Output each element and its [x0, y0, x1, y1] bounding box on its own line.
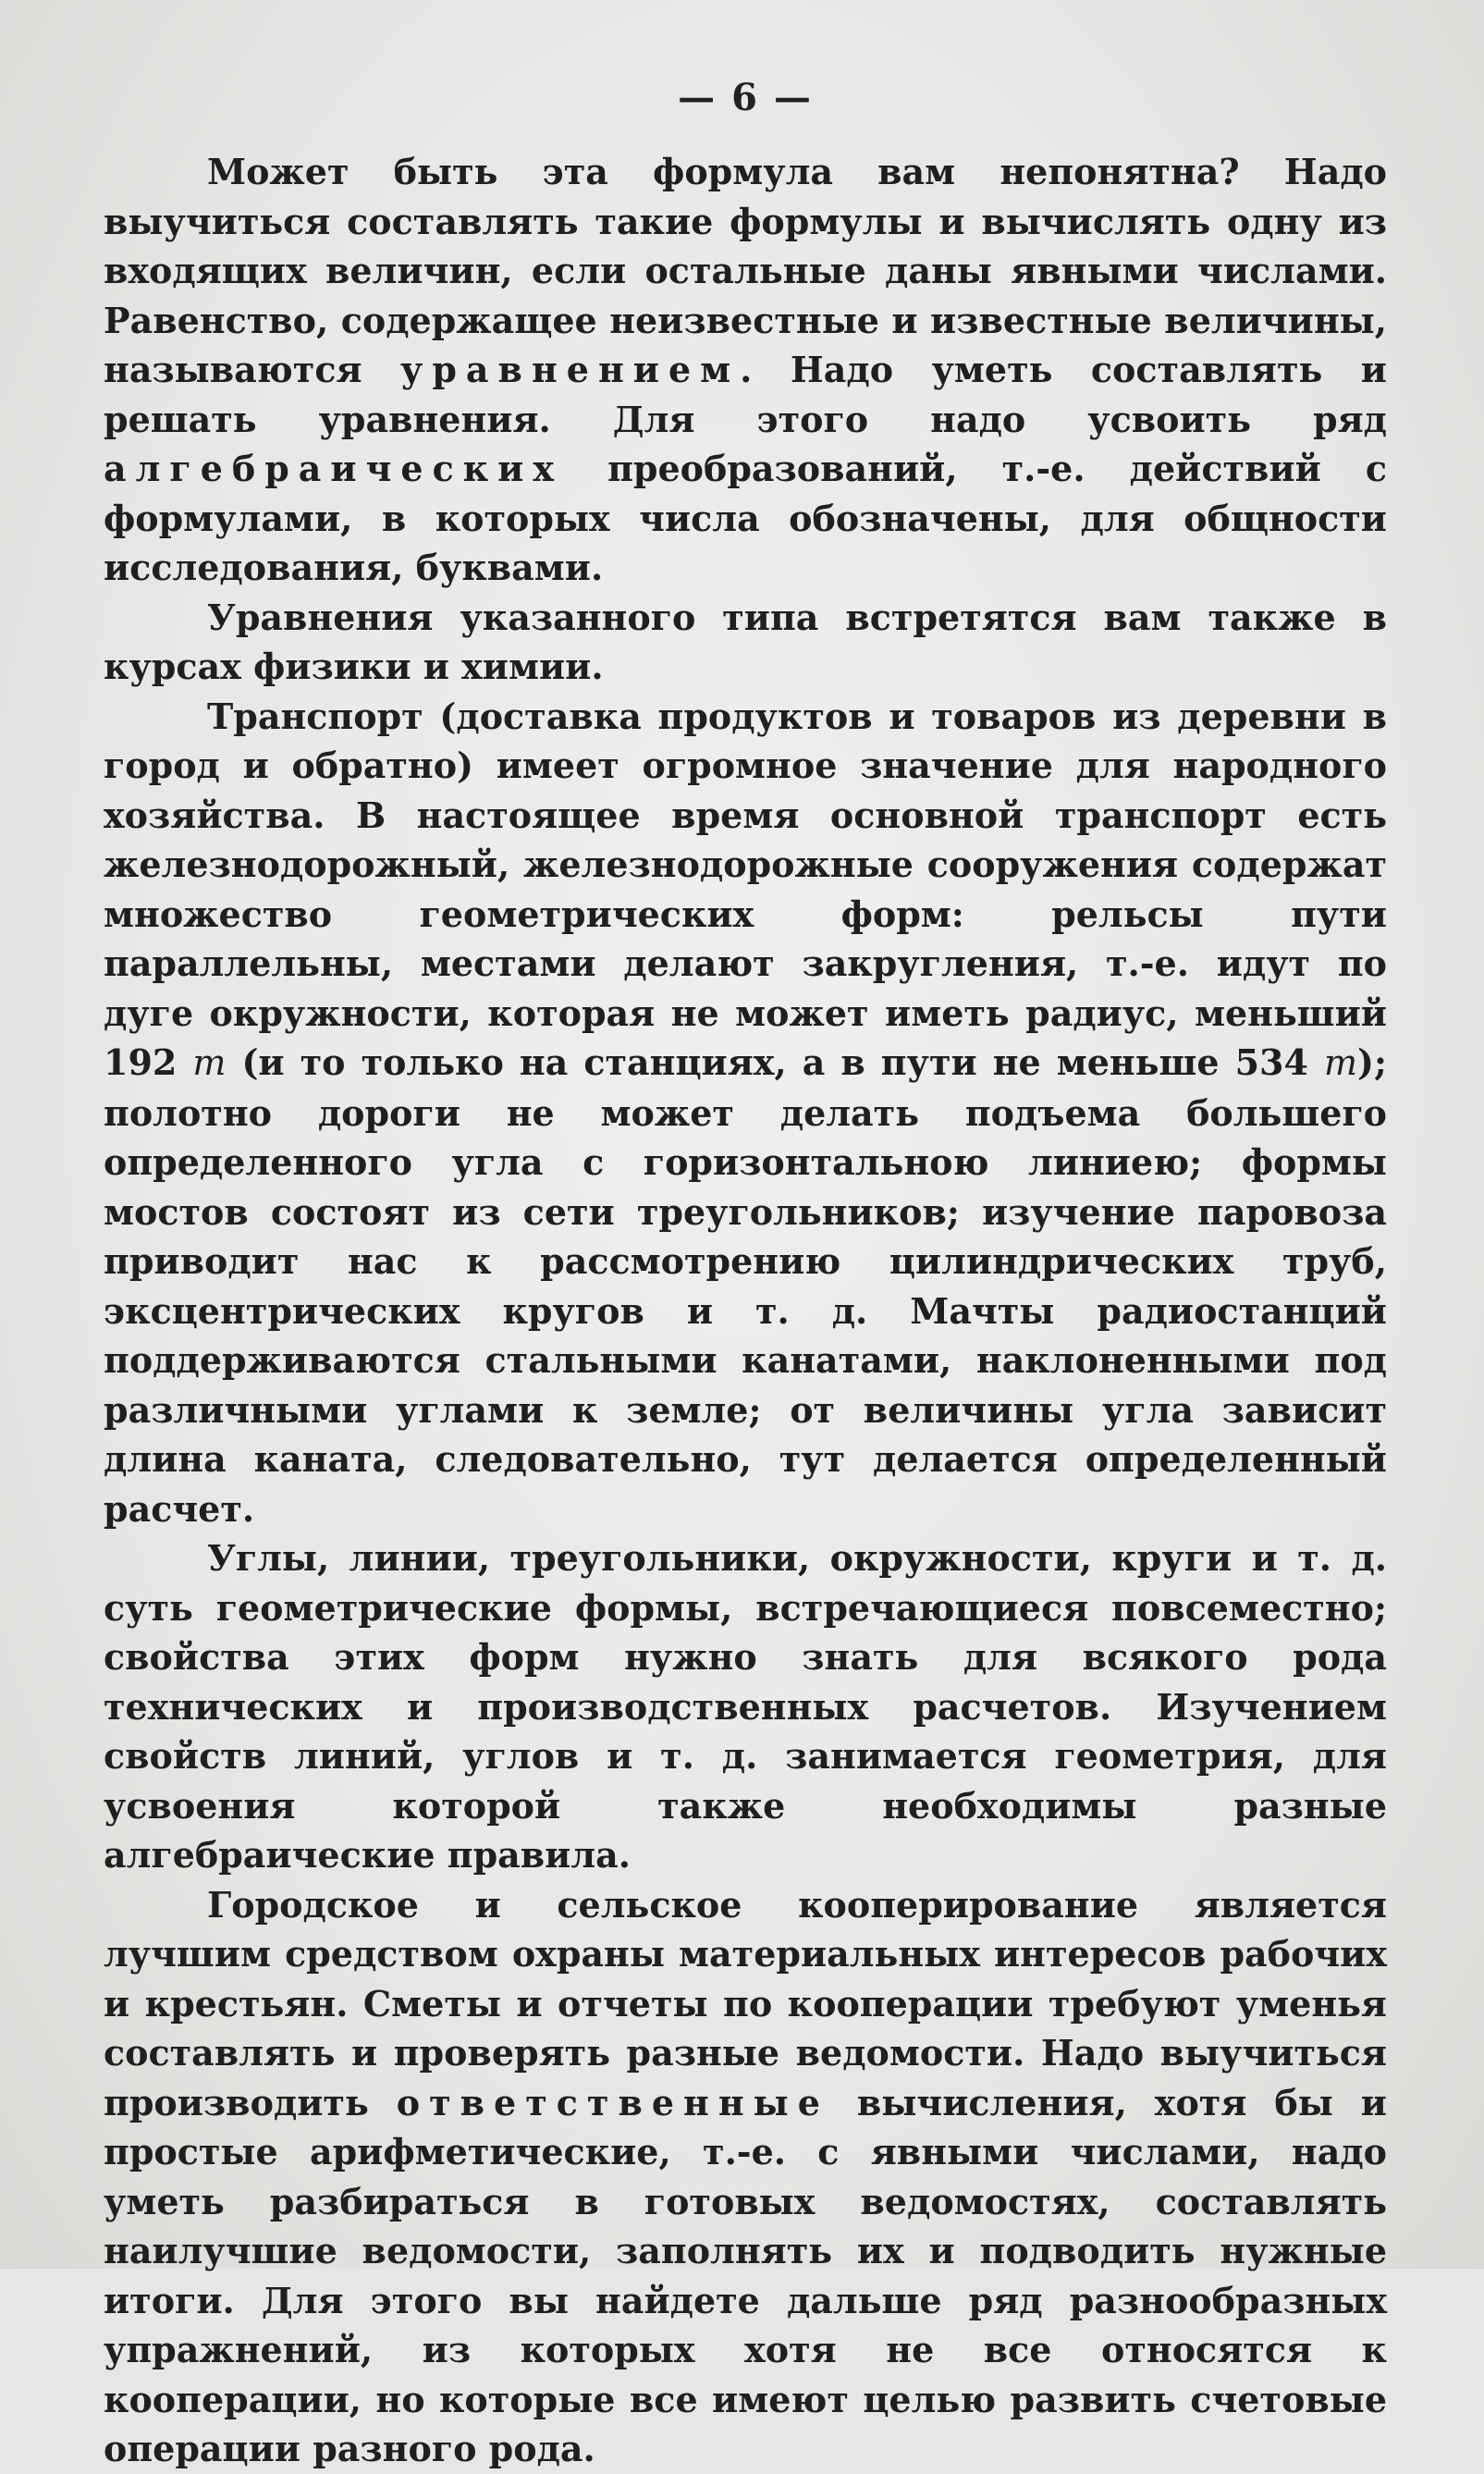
text-run: . Надо уметь составлять и решать уравнения. Для этого надо усвоить ряд [104, 349, 1387, 440]
text-run: (и то только на станциях, а в пути не меньше 534 [226, 1041, 1324, 1083]
paragraph-physics: Уравнения указанного типа встретятся вам также в курсах физики и химии. [104, 596, 1387, 687]
text-run: вычисления, хотя бы и простые арифметические, т.-е. с явными числами, надо уметь разбираться в готовых ведомостях, составлять наилучшие ведомости, заполнять их и подводить нужные итоги. Для этого вы найдете дальше ряд разнообразных упражнений, из которых хотя не все относятся к кооперации, но которые все имеют целью развить счетовые операции разного рода. [104, 2081, 1387, 2469]
text-run: Городское и сельское кооперирование является лучшим средством охраны материальных интересов рабочих и крестьян. Сметы и отчеты по кооперации требуют уменья составлять и проверять разные ведомости. Надо выучиться производить [104, 1883, 1387, 2123]
unit-meter: m [1323, 1042, 1357, 1083]
paragraph-cooperation [104, 1880, 1387, 2474]
text-run: Транспорт (доставка продуктов и товаров из деревни в город и обратно) имеет огромное значение для народного хозяйства. В настоящее время основной транспорт есть железнодорожный, железнодорожные сооружения содержат множество геометрических форм: рельсы пути параллельны, местами делают закругления, т.-е. идут по дуге окружности, которая не может иметь радиус, меньший 192 [104, 695, 1387, 1083]
paragraph-geometry: Углы, линии, треугольники, окружности, круги и т. д. суть геометрические формы, встречающиеся повсеместно; свойства этих форм нужно знать для всякого рода технических и производственных расчетов. Изучением свойств линий, углов и т. д. занимается геометрия, для усвоения которой также необходимы разные алгебраические правила. [104, 1537, 1387, 1876]
emphasis-term-algebraic: алгебраических [104, 448, 564, 489]
text-run: Может быть эта формула вам непонятна? Надо выучиться составлять такие формулы и вычислять одну из входящих величин, если остальные даны явными числами. Равенство, содержащее неизвестные и известные величины, называются [104, 151, 1387, 390]
body-text [104, 147, 1387, 2474]
text-run: преобразований, т.-е. действий с формулами, в которых числа обозначены, для общности исследования, буквами. [104, 448, 1387, 588]
paragraph-equations [104, 147, 1387, 593]
text-run: ); полотно дороги не может делать подъема большего определенного угла с горизонтальною линиею; формы мостов состоят из сети треугольников; изучение паровоза приводит нас к рассмотрению цилиндрических труб, эксцентрических кругов и т. д. Мачты радиостанций поддерживаются стальными канатами, наклоненными под различными углами к земле; от величины угла зависит длина каната, следовательно, тут делается определенный расчет. [104, 1041, 1387, 1530]
paragraph-transport [104, 692, 1387, 1534]
unit-meter: m [192, 1042, 227, 1083]
emphasis-term-equation: уравнением [400, 349, 741, 390]
page-number: — 6 — [678, 76, 813, 119]
emphasis-term-responsible: ответственные [396, 2081, 829, 2123]
